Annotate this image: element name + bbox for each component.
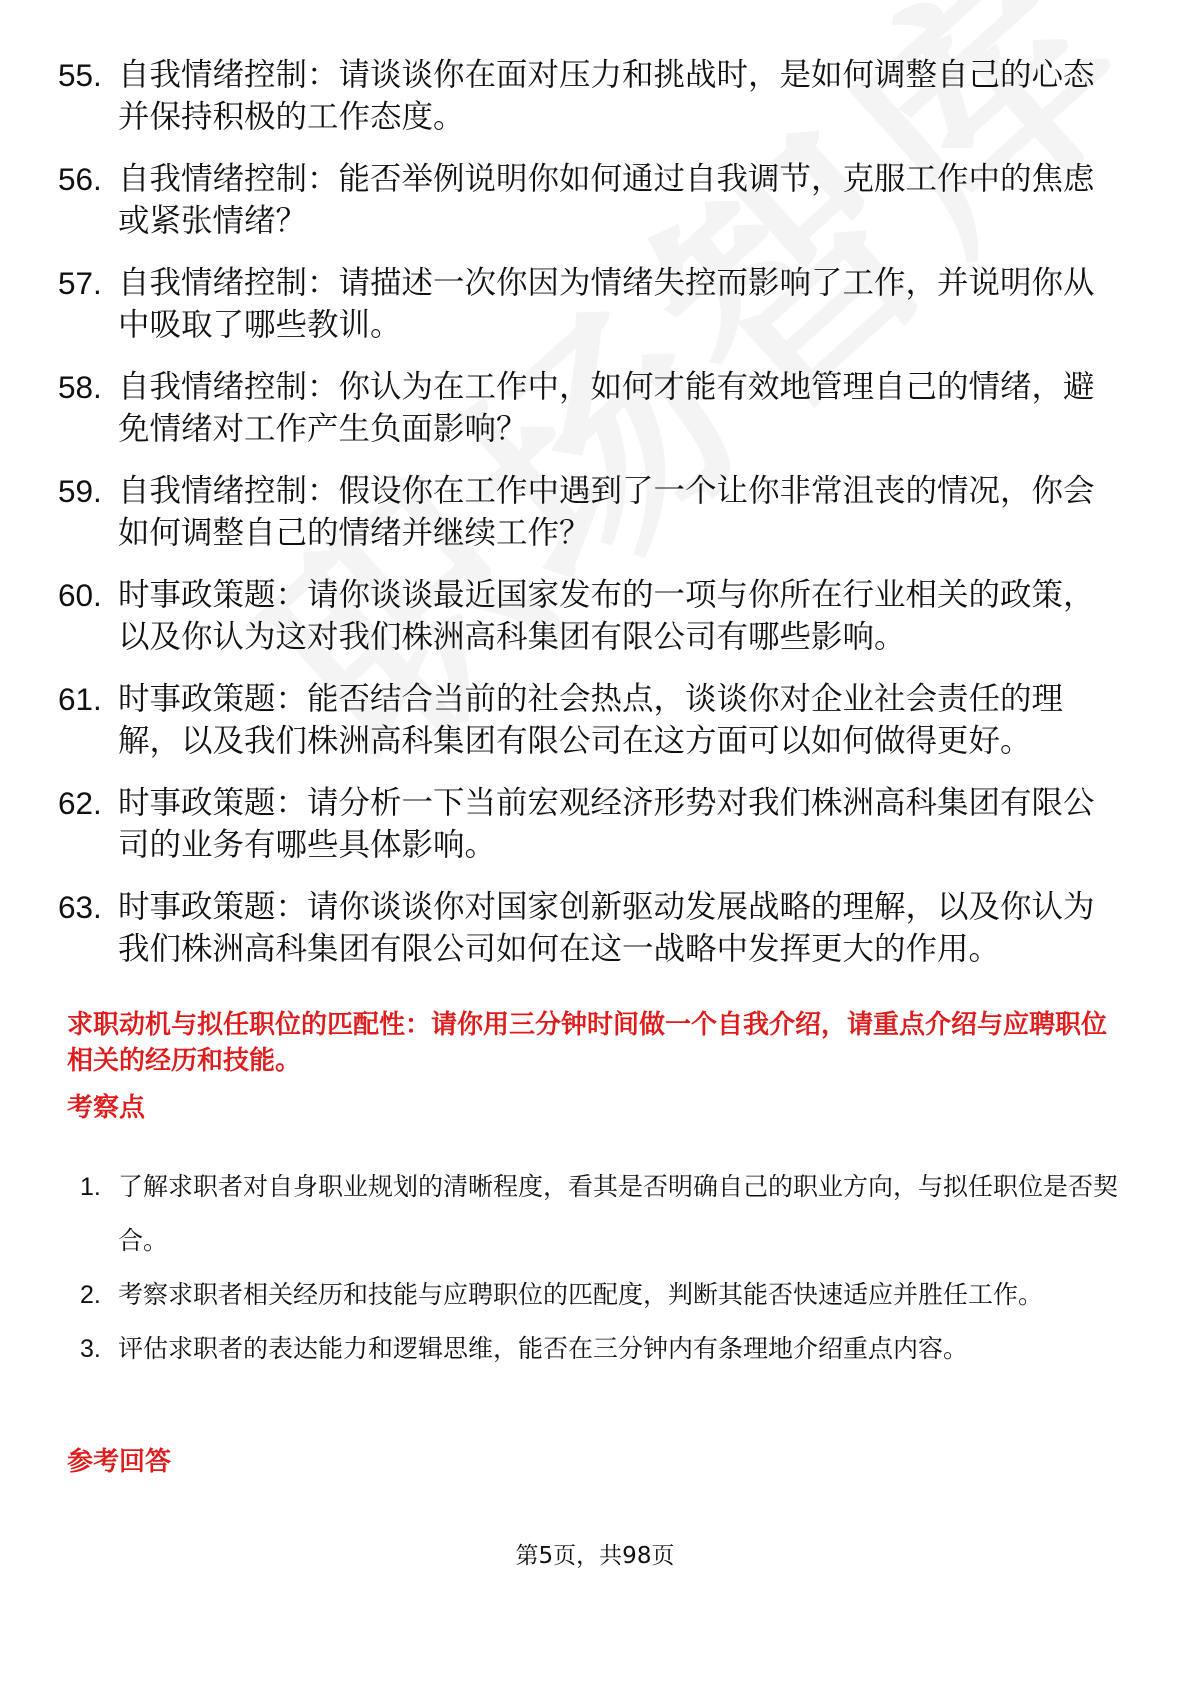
question-number: 56.: [58, 161, 102, 197]
question-text: 自我情绪控制：能否举例说明你如何通过自我调节，克服工作中的焦虑或紧张情绪？: [118, 161, 1095, 239]
point-text: 了解求职者对自身职业规划的清晰程度，看其是否明确自己的职业方向，与拟任职位是否契合。: [118, 1172, 1119, 1255]
point-number: 3.: [80, 1335, 101, 1363]
question-number: 55.: [58, 57, 102, 93]
point-text: 评估求职者的表达能力和逻辑思维，能否在三分钟内有条理地介绍重点内容。: [118, 1334, 969, 1363]
page-footer: 第5页，共98页: [515, 1543, 675, 1569]
point-item: [80, 1268, 1120, 1322]
section-heading: 求职动机与拟任职位的匹配性：请你用三分钟时间做一个自我介绍，请重点介绍与应聘职位相关的经历和技能。: [67, 1010, 1108, 1076]
question-number: 63.: [58, 889, 102, 925]
question-item: [58, 574, 1118, 658]
question-item: [58, 678, 1118, 762]
question-item: [58, 470, 1118, 554]
question-number: 61.: [58, 681, 102, 717]
question-text: 自我情绪控制：你认为在工作中，如何才能有效地管理自己的情绪，避免情绪对工作产生负面影响？: [118, 369, 1095, 447]
question-text: 时事政策题：请分析一下当前宏观经济形势对我们株洲高科集团有限公司的业务有哪些具体影响。: [118, 785, 1095, 863]
question-number: 57.: [58, 265, 102, 301]
point-list: [80, 1160, 1120, 1376]
kaocha-heading: 考察点: [67, 1093, 146, 1123]
question-list: [58, 54, 1118, 990]
question-item: [58, 54, 1118, 138]
question-text: 时事政策题：请你谈谈最近国家发布的一项与你所在行业相关的政策，以及你认为这对我们株洲高科集团有限公司有哪些影响。: [118, 577, 1095, 655]
point-number: 2.: [80, 1281, 101, 1309]
question-item: [58, 262, 1118, 346]
cankao-heading: 参考回答: [67, 1447, 172, 1477]
question-number: 60.: [58, 577, 102, 613]
point-item: [80, 1160, 1120, 1268]
question-number: 59.: [58, 473, 102, 509]
question-number: 62.: [58, 785, 102, 821]
question-number: 58.: [58, 369, 102, 405]
question-item: [58, 158, 1118, 242]
point-item: [80, 1322, 1120, 1376]
question-text: 时事政策题：请你谈谈你对国家创新驱动发展战略的理解，以及你认为我们株洲高科集团有限公司如何在这一战略中发挥更大的作用。: [118, 889, 1095, 967]
question-text: 自我情绪控制：假设你在工作中遇到了一个让你非常沮丧的情况，你会如何调整自己的情绪并继续工作？: [118, 473, 1095, 551]
question-item: [58, 366, 1118, 450]
question-text: 时事政策题：能否结合当前的社会热点，谈谈你对企业社会责任的理解，以及我们株洲高科集团有限公司在这方面可以如何做得更好。: [118, 681, 1064, 759]
question-item: [58, 886, 1118, 970]
question-text: 自我情绪控制：请描述一次你因为情绪失控而影响了工作，并说明你从中吸取了哪些教训。: [118, 265, 1095, 343]
question-item: [58, 782, 1118, 866]
point-text: 考察求职者相关经历和技能与应聘职位的匹配度，判断其能否快速适应并胜任工作。: [118, 1280, 1044, 1309]
question-text: 自我情绪控制：请谈谈你在面对压力和挑战时，是如何调整自己的心态并保持积极的工作态度。: [118, 57, 1095, 135]
point-number: 1.: [80, 1173, 101, 1201]
